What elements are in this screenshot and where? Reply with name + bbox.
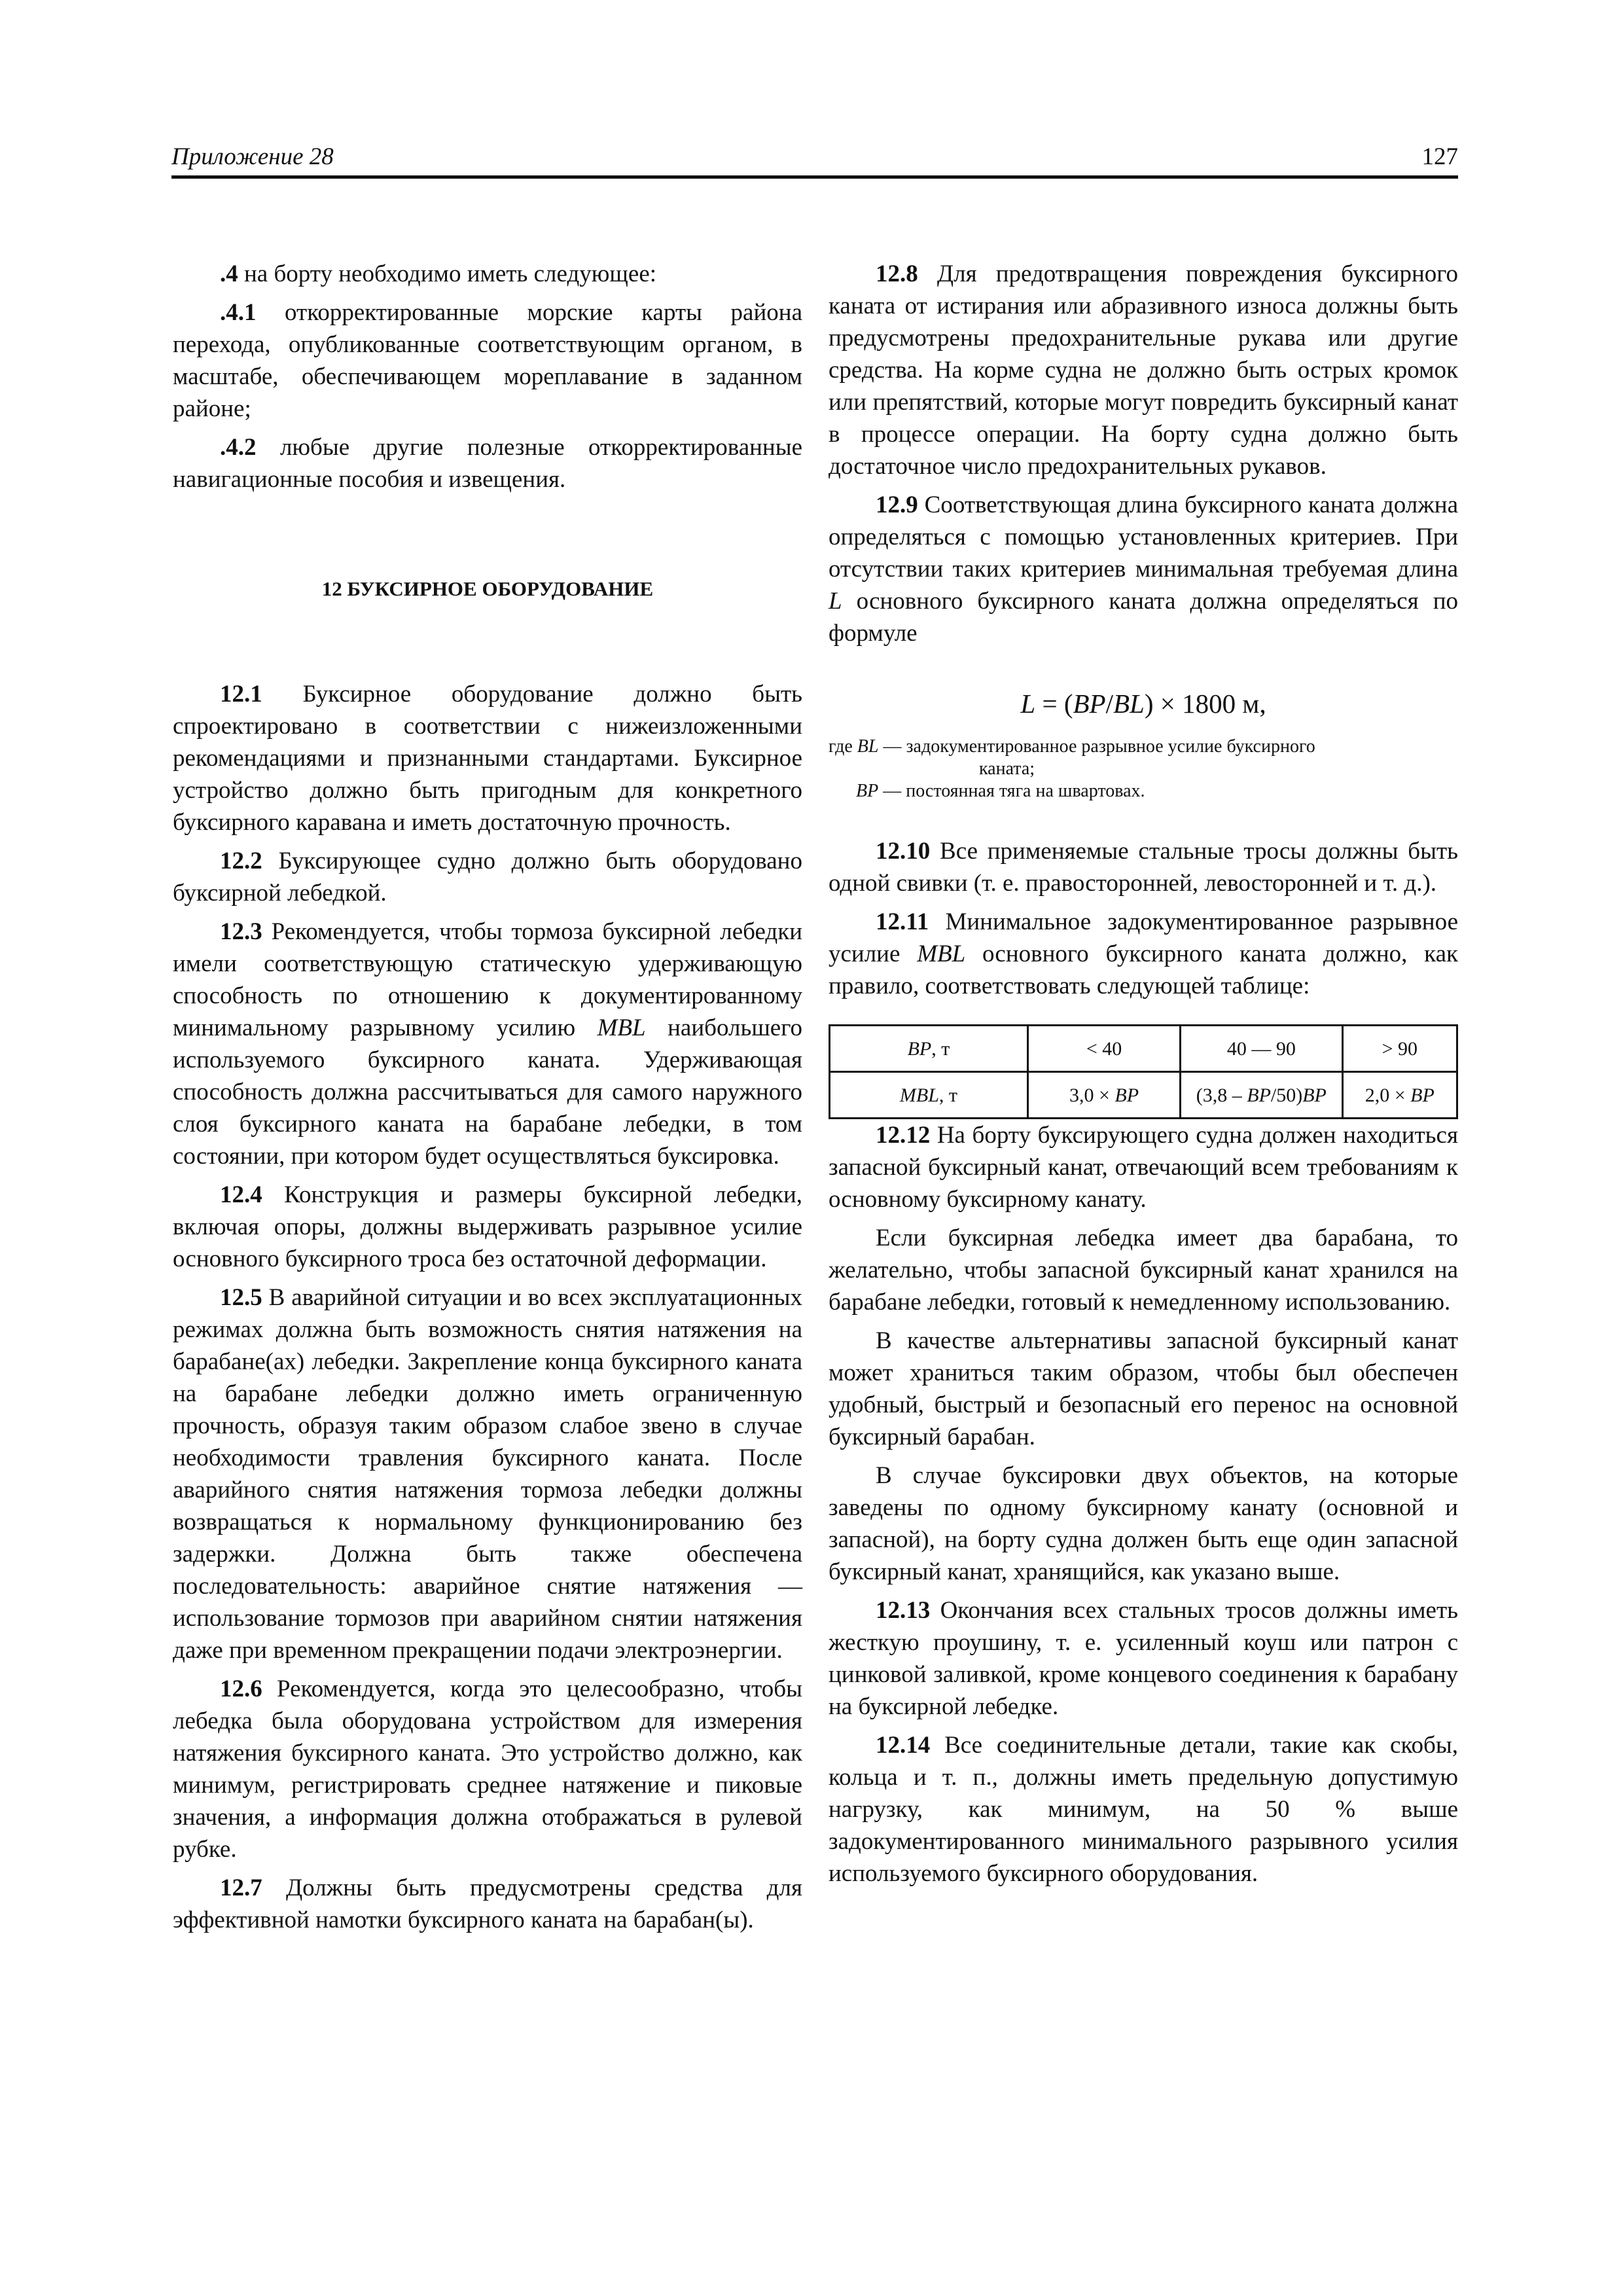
paragraph-number: 12.2 (220, 848, 262, 874)
symbol-mbl: MBL (597, 1014, 646, 1041)
paragraph-text: Все применяемые стальные тросы должны быть одной свивки (т. е. правосторонней, левосторонней и т. д.). (829, 838, 1458, 897)
paragraph-alternative: В качестве альтернативы запасной буксирный канат может храниться таким образом, чтобы был обеспечен удобный, быстрый и безопасный его перенос на основной буксирный барабан. (829, 1327, 1458, 1450)
legend-bp (829, 780, 1458, 802)
running-title: Приложение 28 (171, 143, 334, 170)
paragraph-text: основного буксирного каната должно, как правило, соответствовать следующей таблице: (829, 941, 1458, 999)
item-number: .4 (220, 260, 238, 287)
paragraph-two-drums: Если буксирная лебедка имеет два барабана, то желательно, чтобы запасной буксирный канат хранился на барабане лебедки, готовый к немедленному использованию. (829, 1225, 1458, 1316)
paragraph-text: Буксирное оборудование должно быть спроектировано в соответствии с нижеизложенными рекомендациями и признанными стандартами. Буксирное устройство должно быть пригодным для конкретного буксирного каравана и иметь достаточную прочность. (173, 681, 802, 836)
paragraph-text: В аварийной ситуации и во всех эксплуатационных режимах должна быть возможность снятия натяжения на барабане(ах) лебедки. Закрепление конца буксирного каната на барабане лебедки должно иметь ограниченную прочность, образуя таким образом слабое звено в случае необходимости травления буксирного каната. После аварийного снятия натяжения тормоза лебедки должны возвращаться к нормальному функционированию без задержки. Должна быть также обеспечена последовательность: аварийное снятие натяжения — использование тормозов при аварийном снятии натяжения даже при временном прекращении подачи электроэнергии. (173, 1284, 802, 1664)
formula-bp: BP (1073, 689, 1106, 719)
paragraph-number: 12.4 (220, 1181, 262, 1208)
paragraph-number: 12.14 (876, 1732, 931, 1759)
paragraph-12-1 (173, 678, 802, 838)
formula-rest: ) × 1800 м, (1144, 689, 1266, 719)
legend-text: — постоянная тяга на швартовах. (878, 781, 1145, 801)
cell-text: 3,0 × (1069, 1084, 1115, 1106)
paragraph-number: 12.5 (220, 1284, 262, 1311)
cell-text: /50) (1270, 1084, 1303, 1106)
table-cell (1342, 1072, 1457, 1119)
paragraph-12-5 (173, 1282, 802, 1666)
paragraph-text: Буксирующее судно должно быть оборудовано буксирной лебедкой. (173, 848, 802, 906)
paragraph-12-6 (173, 1673, 802, 1865)
table-cell: > 90 (1342, 1026, 1457, 1072)
page-number: 127 (1421, 143, 1458, 170)
cell-symbol: BP (1302, 1084, 1327, 1106)
paragraph-12-13 (829, 1594, 1458, 1723)
cell-symbol: BP (1115, 1084, 1139, 1106)
header-rule (171, 175, 1458, 179)
paragraph-text: На борту буксирующего судна должен находиться запасной буксирный канат, отвечающий всем требованиям к основному буксирному канату. (829, 1122, 1458, 1213)
table-cell: < 40 (1027, 1026, 1180, 1072)
paragraph-text: Конструкция и размеры буксирной лебедки, включая опоры, должны выдерживать разрывное усилие основного буксирного троса без остаточной деформации. (173, 1181, 802, 1272)
paragraph-12-4 (173, 1179, 802, 1275)
legend-bl (829, 736, 1458, 758)
paragraph-number: 12.11 (876, 908, 929, 935)
cell-unit: , т (931, 1037, 950, 1060)
item-text: откорректированные морские карты района перехода, опубликованные соответствующим органом, в масштабе, обеспечивающем мореплавание в заданном районе; (173, 299, 802, 422)
item-text: на борту необходимо иметь следующее: (238, 260, 657, 287)
paragraph-number: 12.1 (220, 681, 262, 708)
formula-eq: = ( (1035, 689, 1073, 719)
legend-prefix: где (829, 736, 857, 757)
cell-symbol: MBL (899, 1084, 939, 1106)
item-4-2 (173, 431, 802, 495)
paragraph-text: наибольшего используемого буксирного каната. Удерживающая способность должна рассчитываться для самого наружного слоя буксирного каната на барабане лебедки, в том состоянии, при котором будет осуществляться буксировка. (173, 1014, 802, 1170)
formula-slash: / (1105, 689, 1113, 719)
formula-l: L (1020, 689, 1036, 719)
cell-text: (3,8 – (1196, 1084, 1247, 1106)
paragraph-text: Окончания всех стальных тросов должны иметь жесткую проушину, т. е. усиленный коуш или патрон с цинковой заливкой, кроме концевого соединения к барабану на буксирной лебедке. (829, 1597, 1458, 1720)
paragraph-number: 12.8 (876, 260, 918, 287)
paragraph-12-9 (829, 489, 1458, 649)
mbl-table (829, 1024, 1458, 1119)
legend-key: BP (856, 781, 879, 801)
left-column (173, 258, 802, 1936)
paragraph-12-2 (173, 845, 802, 909)
table-row (830, 1026, 1457, 1072)
paragraph-number: 12.6 (220, 1676, 262, 1702)
paragraph-number: 12.7 (220, 1874, 262, 1901)
item-number: .4.2 (220, 434, 257, 461)
cell-text: 2,0 × (1364, 1084, 1411, 1106)
item-text: любые другие полезные откорректированные навигационные пособия и извещения. (173, 434, 802, 493)
table-row (830, 1072, 1457, 1119)
paragraph-text: Все соединительные детали, такие как скобы, кольца и т. п., должны иметь предельную допустимую нагрузку, как минимум, на 50 % выше задокументированного минимального разрывного усилия используемого буксирного оборудования. (829, 1732, 1458, 1887)
paragraph-12-3 (173, 916, 802, 1172)
table-cell: 40 — 90 (1181, 1026, 1342, 1072)
paragraph-12-14 (829, 1729, 1458, 1890)
paragraph-12-7 (173, 1872, 802, 1936)
paragraph-number: 12.3 (220, 918, 262, 945)
paragraph-text: Рекомендуется, когда это целесообразно, чтобы лебедка была оборудована устройством для измерения натяжения буксирного каната. Это устройство должно, как минимум, регистрировать среднее натяжение и пиковые значения, а информация должна отображаться в рулевой рубке. (173, 1676, 802, 1863)
paragraph-12-10 (829, 835, 1458, 899)
length-formula (829, 687, 1458, 720)
paragraph-text: основного буксирного каната должна определяться по формуле (829, 588, 1458, 647)
page-header (171, 143, 1458, 177)
paragraph-number: 12.9 (876, 492, 918, 518)
cell-symbol: BP (1410, 1084, 1435, 1106)
paragraph-number: 12.10 (876, 838, 931, 865)
item-4 (173, 258, 802, 290)
paragraph-text: Должны быть предусмотрены средства для эффективной намотки буксирного каната на барабан(ы). (173, 1874, 802, 1933)
symbol-mbl: MBL (917, 941, 966, 967)
paragraph-text: Соответствующая длина буксирного каната должна определяться с помощью установленных критериев. При отсутствии таких критериев минимальная требуемая длина (829, 492, 1458, 583)
paragraph-text: Минимальное задокументированное разрывное усилие (829, 908, 1458, 967)
cell-unit: , т (938, 1084, 958, 1106)
symbol-l: L (829, 588, 842, 615)
item-4-1 (173, 296, 802, 425)
legend-key: BL (857, 736, 879, 757)
cell-symbol: BP (907, 1037, 932, 1060)
table-header-cell (830, 1026, 1028, 1072)
cell-symbol: BP (1247, 1084, 1271, 1106)
legend-text: — задокументированное разрывное усилие буксирного (878, 736, 1315, 757)
paragraph-12-8 (829, 258, 1458, 482)
paragraph-number: 12.12 (876, 1122, 931, 1149)
formula-legend (829, 736, 1458, 802)
table-cell (1027, 1072, 1180, 1119)
legend-bl-cont: каната; (979, 759, 1035, 779)
table-header-cell (830, 1072, 1028, 1119)
section-title: 12 БУКСИРНОЕ ОБОРУДОВАНИЕ (321, 577, 654, 600)
right-column (829, 258, 1458, 1890)
paragraph-12-11 (829, 906, 1458, 1002)
paragraph-text: Рекомендуется, чтобы тормоза буксирной лебедки имели соответствующую статическую удерживающую способность по отношению к документированному минимальному разрывному усилию (173, 918, 802, 1041)
paragraph-two-objects: В случае буксировки двух объектов, на которые заведены по одному буксирному канату (основной и запасной), на борту судна должен быть еще один запасной буксирный канат, хранящийся, как указано выше. (829, 1462, 1458, 1585)
item-number: .4.1 (220, 299, 257, 326)
paragraph-number: 12.13 (876, 1597, 931, 1624)
paragraph-12-12 (829, 1119, 1458, 1215)
table-cell (1181, 1072, 1342, 1119)
formula-bl: BL (1113, 689, 1145, 719)
paragraph-text: Для предотвращения повреждения буксирного каната от истирания или абразивного износа должны быть предусмотрены предохранительные рукава или другие средства. На корме судна не должно быть острых кромок или препятствий, которые могут повредить буксирный канат в процессе операции. На борту судна должно быть достаточное число предохранительных рукавов. (829, 260, 1458, 480)
